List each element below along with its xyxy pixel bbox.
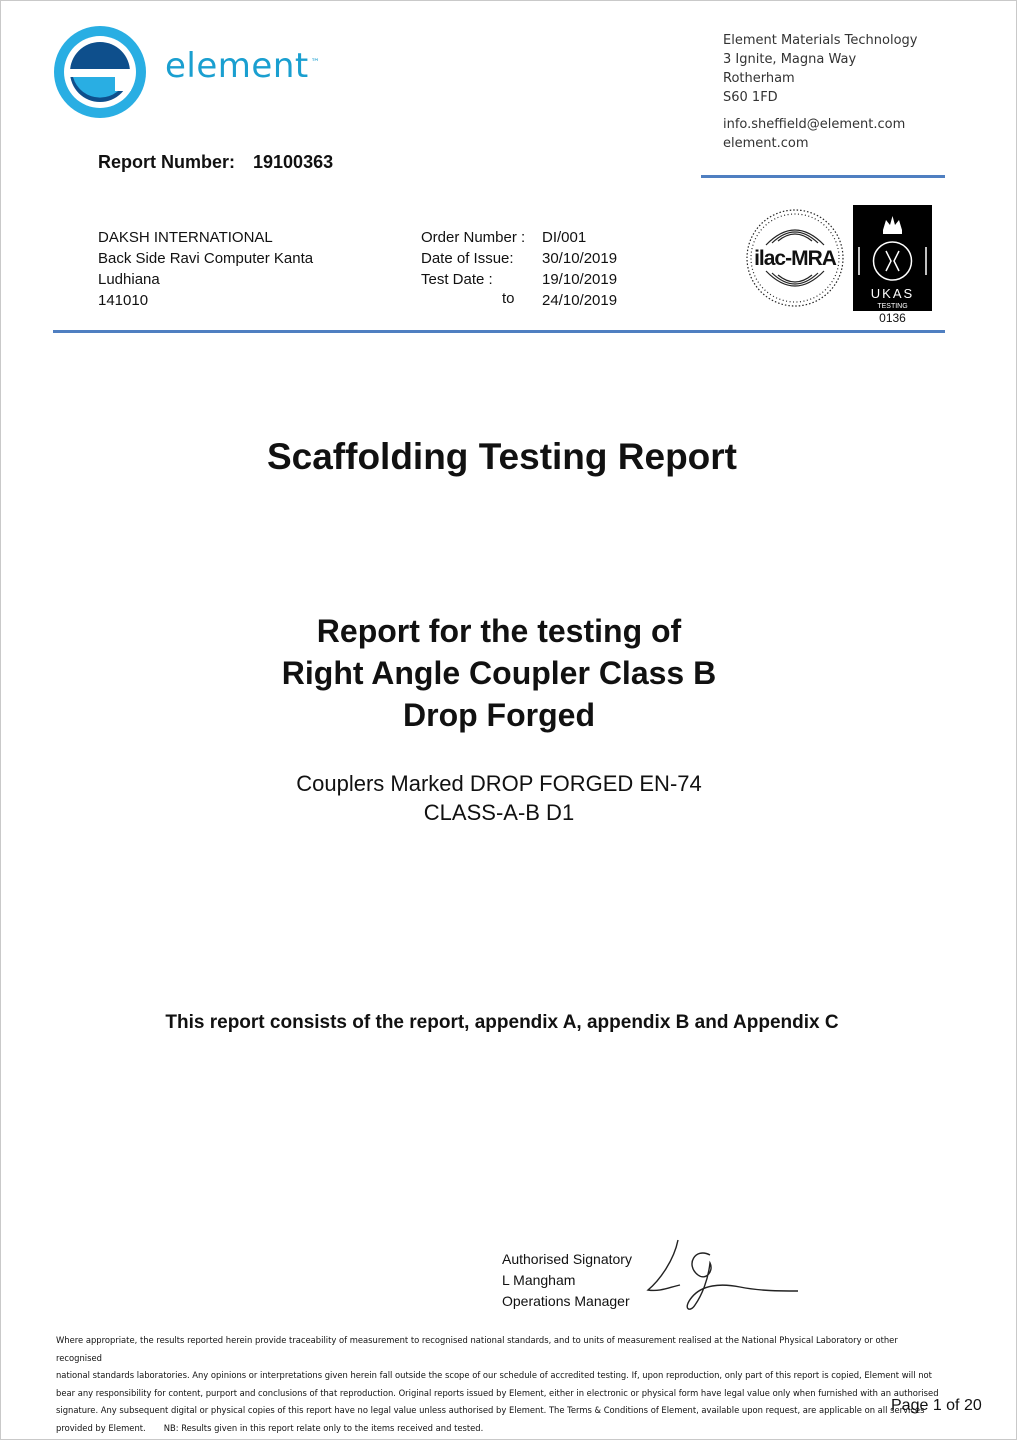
- page-number: Page 1 of 20: [891, 1397, 982, 1414]
- ukas-crown-icon: [853, 205, 932, 311]
- coupler-marking: [0, 769, 998, 827]
- order-number-label: Order Number :: [421, 229, 526, 246]
- handwritten-signature-icon: [640, 1235, 802, 1317]
- ukas-number: 0136: [879, 311, 906, 325]
- footer-line4: signature. Any subsequent digital or physical copies of this report have no legal value unless authorised by Element. The Terms & Conditions of Element, available upon request, are applicable on all services: [56, 1405, 925, 1415]
- footer-line2: national standards laboratories. Any opinions or interpretations given herein fall outside the scope of our schedule of accredited testing. If, upon reproduction, only part of this report is copied, Element will not: [56, 1370, 932, 1380]
- element-logo-icon: [53, 25, 147, 119]
- client-address: [98, 227, 313, 311]
- address-line1: 3 Ignite, Magna Way: [723, 52, 857, 67]
- footer-line3: bear any responsibility for content, purport and conclusions of that reproduction. Original reports issued by Element, either in electronic or physical form have legal value only when furnished with an authorised: [56, 1387, 939, 1398]
- report-number-value: 19100363: [253, 152, 334, 172]
- ukas-sub-text: TESTING: [877, 303, 908, 310]
- address-email: info.sheffield@element.com: [723, 117, 906, 132]
- test-date-label: Test Date :: [421, 271, 493, 288]
- date-of-issue-label: Date of Issue:: [421, 250, 514, 267]
- subtitle-line3: Drop Forged: [403, 697, 595, 733]
- client-name: DAKSH INTERNATIONAL: [98, 229, 273, 246]
- address-web: element.com: [723, 136, 809, 151]
- signatory-name: L Mangham: [502, 1272, 576, 1288]
- address-company: Element Materials Technology: [723, 33, 918, 48]
- test-date-to: 24/10/2019: [542, 292, 618, 309]
- client-city: Ludhiana: [98, 271, 160, 288]
- legal-footer: [56, 1332, 942, 1437]
- date-of-issue-value: 30/10/2019: [542, 250, 618, 267]
- client-postcode: 141010: [98, 292, 149, 309]
- order-number-value: DI/001: [542, 229, 587, 246]
- address-city: Rotherham: [723, 71, 795, 86]
- test-date-to-label: to: [502, 290, 515, 307]
- header-bottom-divider: [53, 330, 945, 333]
- order-labels: [421, 227, 525, 290]
- marking-line1: Couplers Marked DROP FORGED EN-74: [296, 771, 702, 796]
- footer-line5a: provided by Element.: [56, 1422, 146, 1433]
- ukas-text: UKAS: [870, 286, 915, 301]
- report-subtitle: [0, 610, 998, 736]
- ukas-logo: [853, 205, 932, 311]
- lab-address: [723, 31, 918, 153]
- marking-line2: CLASS-A-B D1: [423, 800, 575, 825]
- subtitle-line2: Right Angle Coupler Class B: [281, 655, 717, 691]
- footer-line5b: NB: Results given in this report relate only to the items received and tested.: [163, 1422, 484, 1433]
- ilac-text: ilac-MRA: [754, 247, 836, 270]
- signatory-label: Authorised Signatory: [502, 1251, 632, 1267]
- order-values: [542, 227, 617, 311]
- report-number: [98, 152, 333, 173]
- report-contents-note: This report consists of the report, appendix A, appendix B and Appendix C: [165, 1012, 839, 1033]
- signatory-block: [502, 1249, 632, 1312]
- client-line1: Back Side Ravi Computer Kanta: [98, 250, 314, 267]
- test-date-from: 19/10/2019: [542, 271, 618, 288]
- ilac-mra-icon: [744, 205, 846, 311]
- footer-line1: Where appropriate, the results reported herein provide traceability of measurement to recognised national standards, and to units of measurement realised at the National Physical Laboratory or other recognised: [56, 1335, 898, 1363]
- address-postcode: S60 1FD: [723, 90, 778, 105]
- report-number-label: Report Number:: [98, 152, 236, 172]
- subtitle-line1: Report for the testing of: [316, 613, 682, 649]
- report-title: Scaffolding Testing Report: [266, 436, 738, 477]
- brand-wordmark: element ™: [165, 46, 321, 86]
- header-divider: [701, 175, 945, 178]
- signatory-role: Operations Manager: [502, 1293, 630, 1309]
